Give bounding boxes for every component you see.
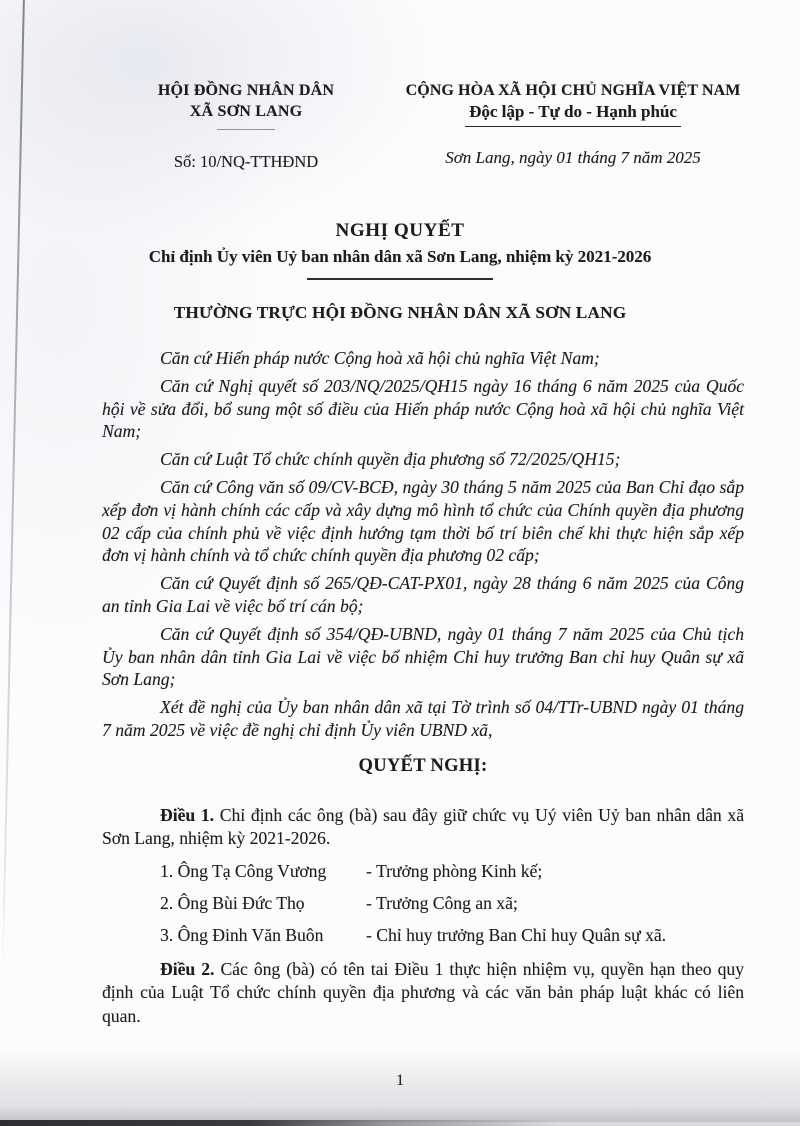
issuer-heading: THƯỜNG TRỰC HỘI ĐỒNG NHÂN DÂN XÃ SƠN LANG (173, 303, 627, 322)
issuing-authority-block (112, 80, 380, 172)
preamble-section (102, 347, 744, 742)
document-type-title: NGHỊ QUYẾT (335, 220, 465, 241)
appointee-row (160, 924, 744, 947)
authority-name-line2: XÃ SƠN LANG (189, 103, 303, 120)
appointee-role: - Trưởng phòng Kinh kế; (366, 860, 543, 881)
appointee-name: 1. Ông Tạ Công Vương (160, 860, 327, 881)
article-1-lead: Điều 1. (160, 804, 215, 825)
article-2-text: Các ông (bà) có tên tai Điều 1 thực hiện nhiệm vụ, quyền hạn theo quy định của Luật Tổ chức chính quyền địa phương và các văn bản pháp luật khác có liên quan. (102, 958, 745, 1026)
resolution-heading: QUYẾT NGHỊ: (358, 755, 488, 776)
preamble-paragraph: Căn cứ Công văn số 09/CV-BCĐ, ngày 30 tháng 5 năm 2025 của Ban Chỉ đạo sắp xếp đơn vị hành chính các cấp và xây dựng mô hình tổ chức của Chính quyền địa phương 02 cấp của chính phủ về việc định hướng tạm thời bố trí biên chế khi thực hiện sắp xếp đơn vị hành chính và tổ chức chính quyền địa phương 02 cấp; (102, 476, 744, 566)
appointee-list (160, 860, 744, 947)
preamble-paragraph: Căn cứ Hiến pháp nước Cộng hoà xã hội chủ nghĩa Việt Nam; (160, 348, 600, 368)
preamble-paragraph: Xét đề nghị của Ủy ban nhân dân xã tại Tờ trình số 04/TTr-UBND ngày 01 tháng 7 năm 2025 về việc đề nghị chỉ định Ủy viên UBND xã, (102, 697, 744, 740)
authority-name-line1: HỘI ĐỒNG NHÂN DÂN (157, 82, 335, 99)
appointee-row (160, 892, 744, 915)
article-1-text: Chỉ định các ông (bà) sau đây giữ chức vụ Uý viên Uỷ ban nhân dân xã Sơn Lang, nhiệm kỳ 2021-2026. (102, 804, 745, 849)
national-title: CỘNG HÒA XÃ HỘI CHỦ NGHĨA VIỆT NAM (405, 82, 741, 99)
page-number: 1 (396, 1072, 404, 1089)
document-number: Số: 10/NQ-TTHĐND (173, 152, 319, 171)
appointee-role: - Trưởng Công an xã; (366, 892, 518, 913)
document-header (0, 0, 800, 172)
article-2-paragraph (102, 958, 744, 1029)
document-title-block (0, 219, 800, 280)
preamble-paragraph: Căn cứ Luật Tổ chức chính quyền địa phương số 72/2025/QH15; (160, 449, 621, 470)
authority-underline (217, 129, 275, 130)
preamble-paragraph: Căn cứ Nghị quyết số 203/NQ/2025/QH15 ngày 16 tháng 6 năm 2025 của Quốc hội về sửa đổi, bổ sung một số điều của Hiến pháp nước Cộng hoà xã hội chủ nghĩa Việt Nam; (102, 375, 744, 442)
appointee-row (160, 860, 744, 883)
national-header-block (380, 80, 760, 168)
document-body (0, 323, 800, 1028)
article-1-paragraph (102, 804, 744, 851)
appointee-name: 2. Ông Bùi Đức Thọ (160, 892, 305, 913)
appointee-role: - Chỉ huy trưởng Ban Chỉ huy Quân sự xã. (366, 924, 667, 945)
scan-bottom-edge (0, 1120, 560, 1126)
appointee-name: 3. Ông Đinh Văn Buôn (160, 924, 324, 945)
preamble-paragraph: Căn cứ Quyết định số 354/QĐ-UBND, ngày 01 tháng 7 năm 2025 của Chủ tịch Ủy ban nhân dân tỉnh Gia Lai về việc bổ nhiệm Chỉ huy trưởng Ban chỉ huy Quân sự xã Sơn Lang; (102, 623, 744, 690)
article-2-lead: Điều 2. (160, 958, 215, 979)
preamble-paragraph: Căn cứ Quyết định số 265/QĐ-CAT-PX01, ngày 28 tháng 6 năm 2025 của Công an tỉnh Gia Lai về việc bố trí cán bộ; (102, 573, 744, 616)
document-subject-title: Chỉ định Ủy viên Uỷ ban nhân dân xã Sơn Lang, nhiệm kỳ 2021-2026 (148, 247, 652, 266)
title-separator-rule (307, 278, 493, 280)
national-motto: Độc lập - Tự do - Hạnh phúc (465, 101, 681, 127)
place-date-line: Sơn Lang, ngày 01 tháng 7 năm 2025 (445, 148, 701, 167)
